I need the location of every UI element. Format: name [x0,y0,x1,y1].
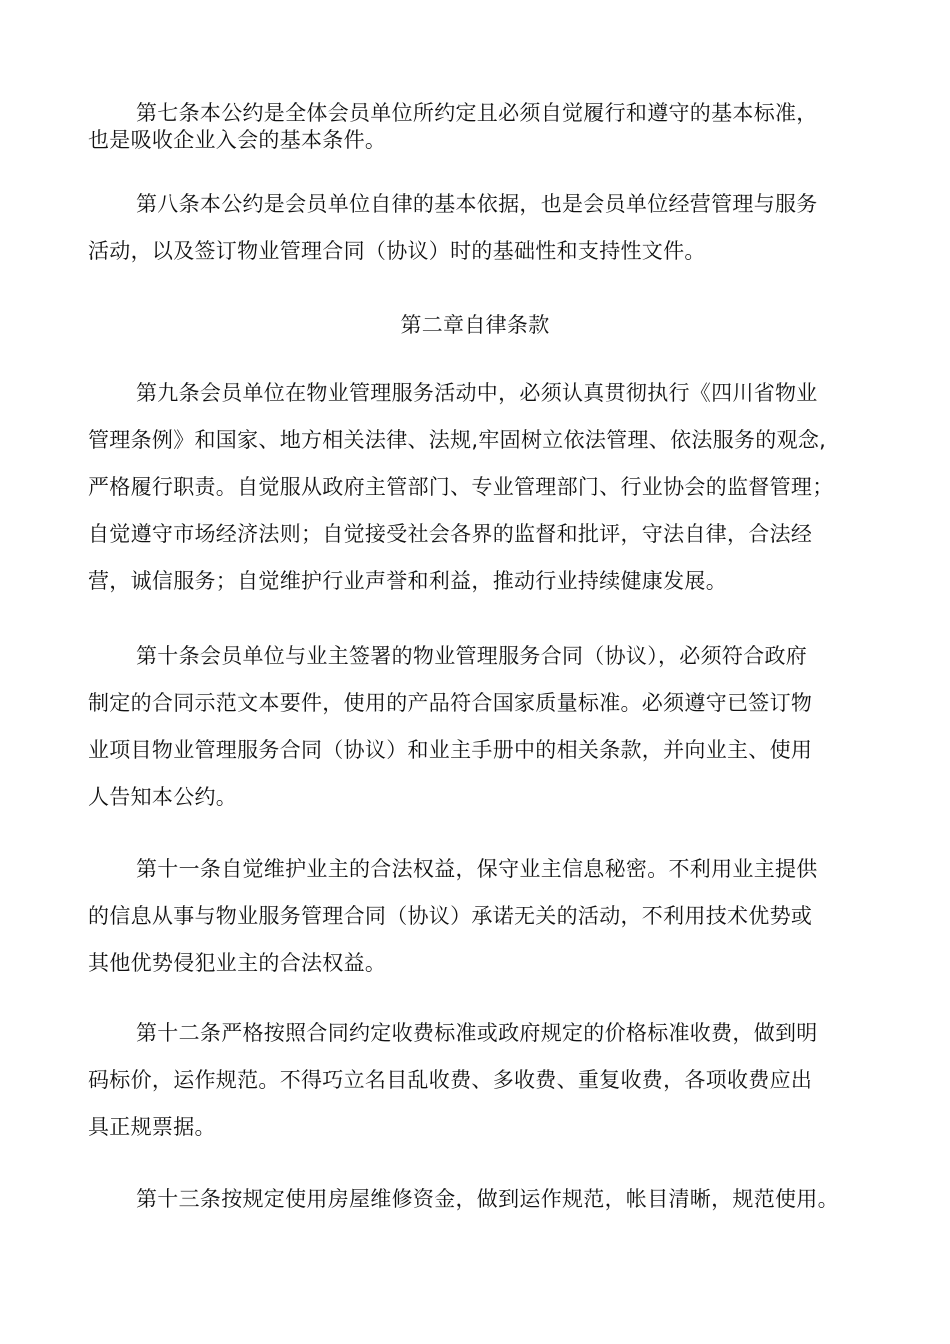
paragraph-line: 第九条会员单位在物业管理服务活动中，必须认真贯彻执行《四川省物业 [136,381,818,405]
article-8-paragraph [88,181,868,275]
paragraph-line: 业项目物业管理服务合同（协议）和业主手册中的相关条款，并向业主、使用 [88,738,813,762]
paragraph-line: 第八条本公约是会员单位自律的基本依据，也是会员单位经营管理与服务 [136,192,818,216]
paragraph-line: 人告知本公约。 [88,785,238,809]
paragraph-line: 第十二条严格按照合同约定收费标准或政府规定的价格标准收费，做到明 [136,1021,818,1045]
paragraph-line: 活动，以及签订物业管理合同（协议）时的基础性和支持性文件。 [88,239,706,263]
article-10-paragraph [88,633,868,821]
paragraph-line: 营，诚信服务；自觉维护行业声誉和利益，推动行业持续健康发展。 [88,569,727,593]
article-9-paragraph [88,370,868,605]
paragraph-line: 管理条例》和国家、地方相关法律、法规,牢固树立依法管理、依法服务的观念, [88,428,827,452]
article-11-paragraph [88,846,868,987]
paragraph-line: 码标价，运作规范。不得巧立名目乱收费、多收费、重复收费，各项收费应出 [88,1068,813,1092]
paragraph-line: 的信息从事与物业服务管理合同（协议）承诺无关的活动，不利用技术优势或 [88,904,813,928]
paragraph-line: 自觉遵守市场经济法则；自觉接受社会各界的监督和批评，守法自律，合法经 [88,522,813,546]
paragraph-line: 第十条会员单位与业主签署的物业管理服务合同（协议），必须符合政府 [136,644,808,668]
paragraph-line: 第十三条按规定使用房屋维修资金，做到运作规范，帐目清晰，规范使用。 [136,1187,839,1211]
paragraph-line: 第十一条自觉维护业主的合法权益，保守业主信息秘密。不利用业主提供 [136,857,818,881]
paragraph-line: 也是吸收企业入会的基本条件。 [88,128,387,152]
chapter-heading: 第二章自律条款 [400,313,550,337]
article-13-paragraph [88,1176,868,1223]
article-12-paragraph [88,1010,868,1151]
paragraph-line: 其他优势侵犯业主的合法权益。 [88,951,387,975]
paragraph-line: 具正规票据。 [88,1115,216,1139]
article-7-paragraph [88,100,868,154]
paragraph-line: 第七条本公约是全体会员单位所约定且必须自觉履行和遵守的基本标准， [136,101,818,125]
paragraph-line: 严格履行职责。自觉服从政府主管部门、专业管理部门、行业协会的监督管理； [88,475,834,499]
paragraph-line: 制定的合同示范文本要件，使用的产品符合国家质量标准。必须遵守已签订物 [88,691,813,715]
